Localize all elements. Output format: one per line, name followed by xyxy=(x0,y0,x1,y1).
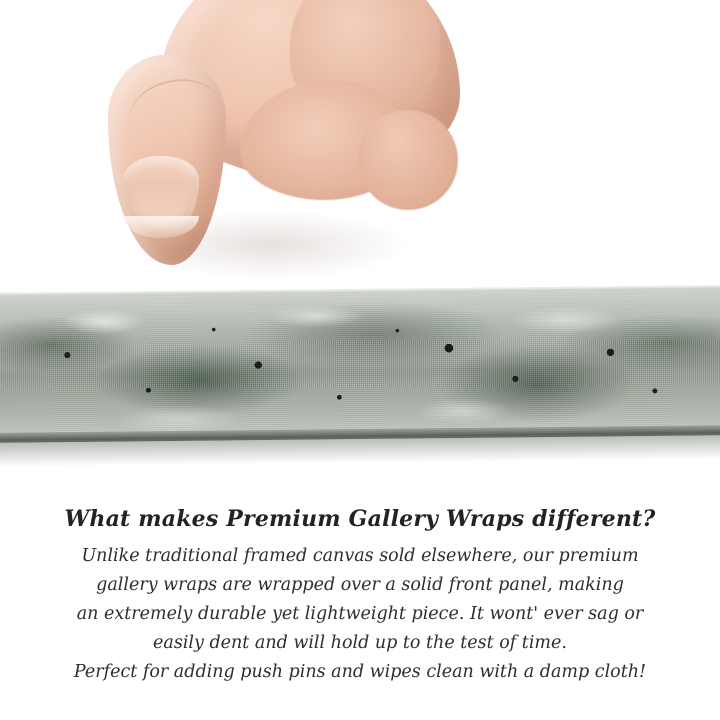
caption-line-3: an extremely durable yet lightweight piece. It wont' ever sag or xyxy=(76,604,644,624)
canvas-weave-texture xyxy=(0,285,720,443)
hand-shadow xyxy=(130,210,410,280)
caption-heading: What makes Premium Gallery Wraps different? xyxy=(64,506,656,532)
caption-body xyxy=(0,542,720,687)
caption-line-4: easily dent and will hold up to the test of time. xyxy=(153,633,567,653)
canvas-edge-strip xyxy=(0,285,720,443)
caption-block xyxy=(0,476,720,720)
index-finger-shape xyxy=(358,110,458,210)
hand-pressing-illustration xyxy=(90,0,450,320)
caption-line-5: Perfect for adding push pins and wipes clean with a damp cloth! xyxy=(73,662,647,682)
caption-line-2: gallery wraps are wrapped over a solid front panel, making xyxy=(96,575,624,595)
caption-line-1: Unlike traditional framed canvas sold elsewhere, our premium xyxy=(81,546,639,566)
